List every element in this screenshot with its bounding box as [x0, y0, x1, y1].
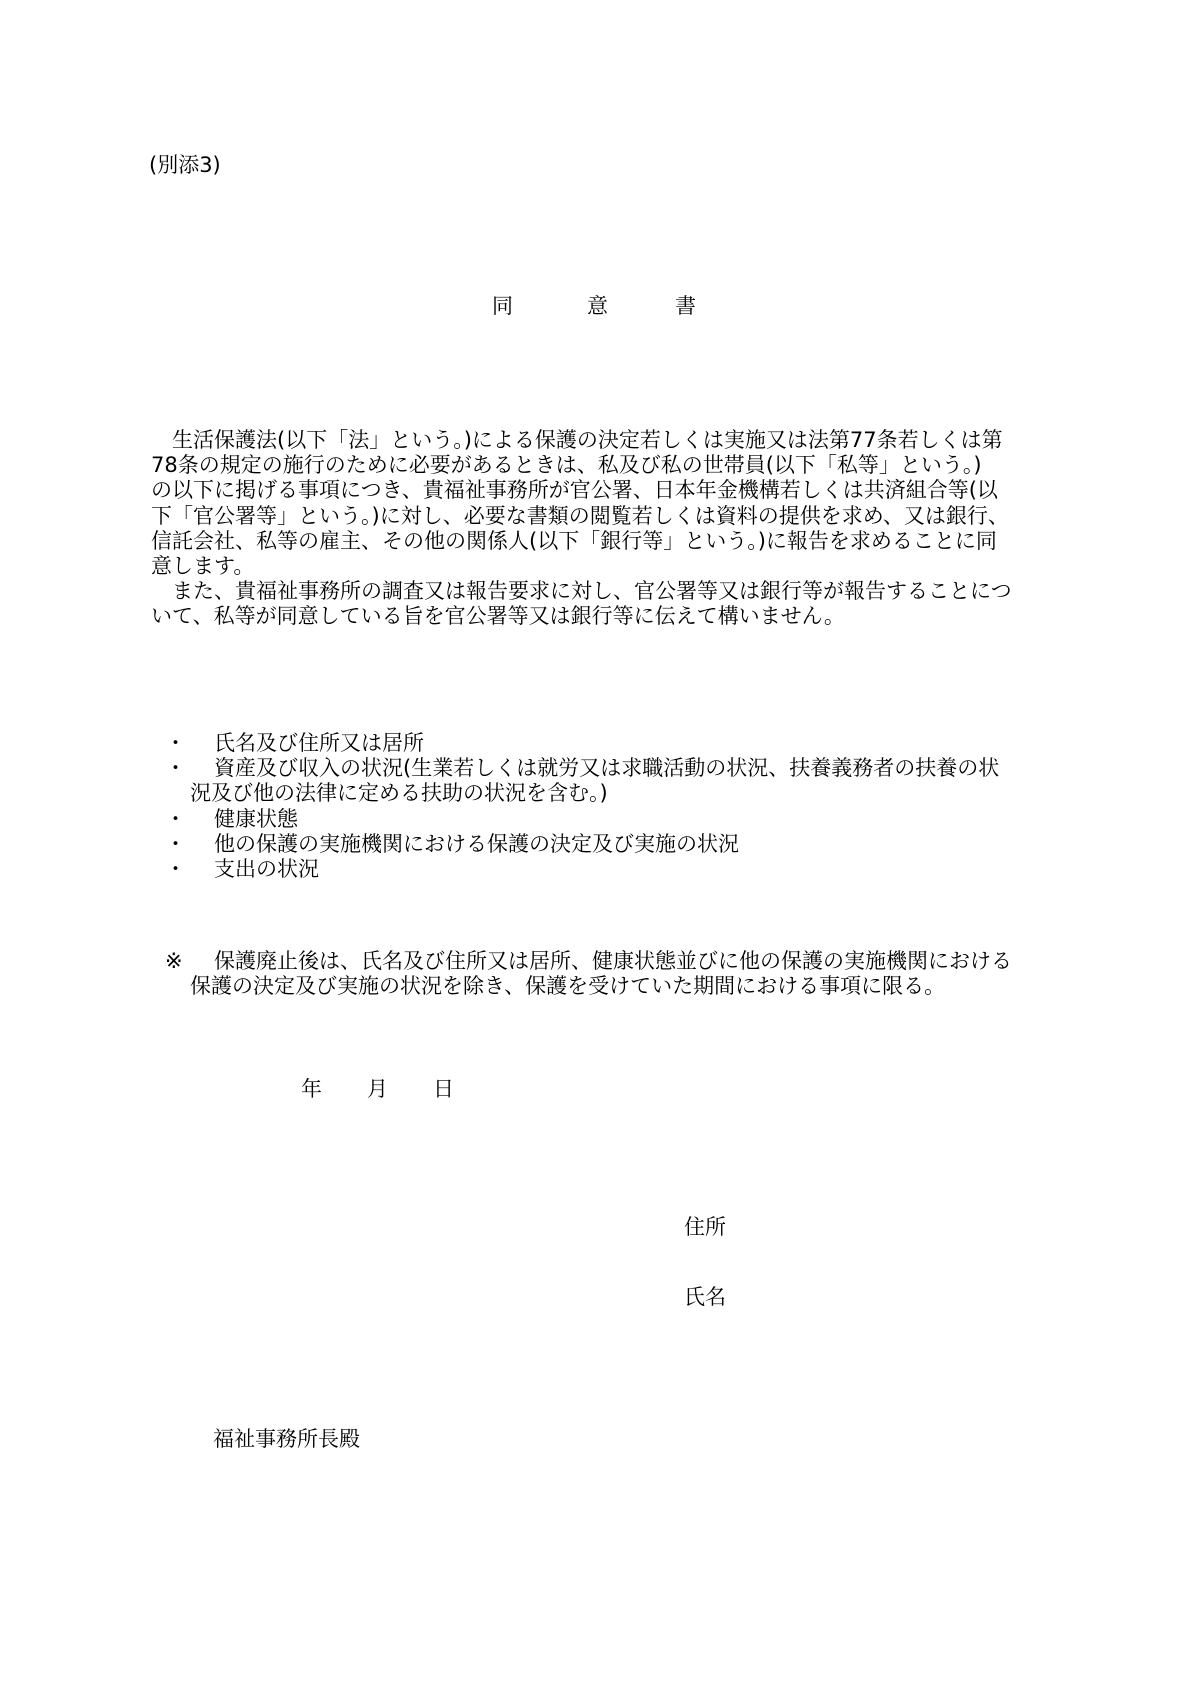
note-text: 保護廃止後は、氏名及び住所又は居所、健康状態並びに他の保護の実施機関における — [214, 949, 1012, 973]
address-label: 住所 — [684, 1215, 726, 1239]
body-line: 意します。 — [151, 553, 255, 578]
title-char: 同 — [492, 294, 513, 318]
note-text-continued: 保護の決定及び実施の状況を除き、保護を受けていた期間における事項に限る。 — [190, 974, 946, 999]
bullet-icon: ・ — [165, 756, 186, 781]
title-char: 書 — [675, 294, 696, 318]
item-text: 他の保護の実施機関における保護の決定及び実施の状況 — [214, 831, 739, 856]
list-item — [165, 756, 999, 781]
name-label: 氏名 — [684, 1285, 726, 1309]
bullet-icon: ・ — [165, 731, 186, 755]
bullet-icon: ・ — [165, 856, 186, 881]
body-line: また、貴福祉事務所の調査又は報告要求に対し、官公署等又は銀行等が報告することにつ — [151, 579, 1012, 604]
item-text: 資産及び収入の状況(生業若しくは就労又は求職活動の状況、扶養義務者の扶養の状 — [214, 756, 1000, 781]
list-item — [165, 832, 999, 857]
body-line: 下「官公署等」という。)に対し、必要な書類の閲覧若しくは資料の提供を求め、又は銀行、 — [151, 503, 1009, 528]
bullet-icon: ・ — [165, 831, 186, 856]
bullet-icon: ・ — [165, 806, 186, 831]
body-line: いて、私等が同意している旨を官公署等又は銀行等に伝えて構いません。 — [151, 604, 845, 629]
item-text: 氏名及び住所又は居所 — [214, 731, 424, 755]
date-year: 年 — [301, 1077, 322, 1101]
note-mark-icon: ※ — [165, 949, 183, 973]
list-item — [165, 857, 999, 882]
date-month: 月 — [367, 1077, 388, 1101]
body-line: 78条の規定の施行のために必要があるときは、私及び私の世帯員(以下「私等」という。) — [151, 453, 982, 478]
list-item — [165, 807, 999, 832]
title-char: 意 — [587, 294, 608, 318]
body-line: の以下に掲げる事項につき、貴福祉事務所が官公署、日本年金機構若しくは共済組合等(以 — [151, 478, 998, 503]
consent-items-list — [165, 731, 999, 882]
item-text: 健康状態 — [214, 806, 298, 831]
item-text: 支出の状況 — [214, 856, 319, 881]
body-line: 生活保護法(以下「法」という。)による保護の決定若しくは実施又は法第77条若しくは第 — [151, 428, 1003, 452]
note — [165, 949, 1012, 999]
body-line: 信託会社、私等の雇主、その他の関係人(以下「銀行等」という。)に報告を求めることに同 — [151, 528, 997, 553]
addressee: 福祉事務所長殿 — [213, 1427, 360, 1451]
date-day: 日 — [433, 1077, 454, 1101]
list-item — [165, 731, 999, 756]
consent-body — [151, 428, 1041, 630]
attachment-label: (別添3) — [149, 153, 221, 177]
item-text-continued: 況及び他の法律に定める扶助の状況を含む。) — [190, 781, 608, 806]
